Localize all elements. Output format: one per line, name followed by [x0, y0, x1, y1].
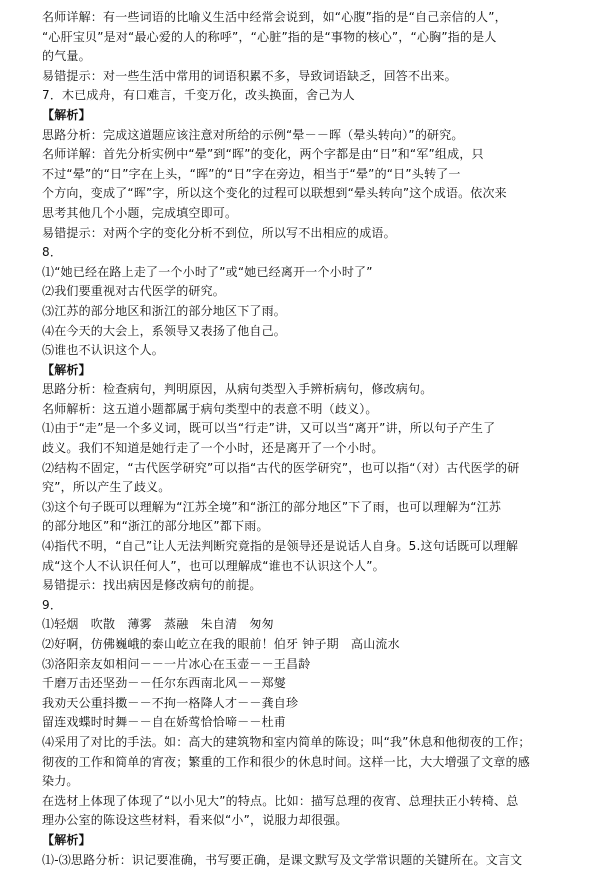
text-line: ⑶这个句子既可以理解为“江苏全境”和“浙江的部分地区”下了雨，也可以理解为“江苏 — [42, 499, 502, 514]
text-line: 在选材上体现了体现了“以小见大”的特点。比如：描写总理的夜宵、总理扶正小转椅、总 — [42, 793, 519, 808]
text-line: ⑵好啊，仿佛巍峨的泰山屹立在我的眼前！伯牙 钟子期 高山流水 — [42, 637, 400, 651]
text-line: 名师详解：首先分析实例中“晕”到“晖”的变化，两个字都是由“日”和“军”组成，只 — [42, 147, 484, 162]
text-line: 的部分地区”和“浙江的部分地区”都下雨。 — [42, 519, 269, 534]
text-line: 彻夜的工作和简单的宵夜；繁重的工作和很少的休息时间。这样一比，大大增强了文章的感 — [42, 754, 531, 769]
text-line: 易错提示：对一些生活中常用的词语积累不多，导致词语缺乏，回答不出来。 — [42, 68, 457, 83]
text-line: 7．木已成舟，有口难言，千变万化，改头换面，舍己为人 — [42, 88, 355, 103]
text-line: 个方向，变成了“晖”字，所以这个变化的过程可以联想到“晕头转向”这个成语。依次来 — [42, 186, 507, 201]
text-line: 思路分析：检查病句，判明原因，从病句类型入手辨析病句，修改病句。 — [42, 382, 433, 397]
text-line: 9． — [42, 597, 63, 612]
text-line: ⑴“她已经在路上走了一个小时了”或“她已经离开一个小时了” — [42, 264, 373, 279]
text-line: 理办公室的陈设这些材料，看来似“小”，说服力却很强。 — [42, 813, 348, 828]
text-line: 易错提示：对两个字的变化分析不到位，所以写不出相应的成语。 — [42, 225, 396, 240]
text-line: 成“这个人不认识任何人”，也可以理解成“谁也不认识这个人”。 — [42, 558, 385, 573]
text-line: 思路分析：完成这道题应该注意对所给的示例“晕－－晖（晕头转向）”的研究。 — [42, 127, 464, 142]
text-line: ⑷指代不明，“自己”让人无法判断究竟指的是领导还是说话人自身。5.这句话既可以理解 — [42, 539, 519, 554]
text-line: 8． — [42, 245, 63, 260]
text-line: 名师详解：有一些词语的比喻义生活中经常会说到，如“心腹”指的是“自己亲信的人”， — [42, 10, 507, 24]
section-heading: 【解析】 — [42, 832, 91, 847]
text-line: 不过“晕”的“日”字在上头，“晖”的“日”字在旁边，相当于“晕”的“日”头转了一 — [42, 166, 461, 181]
text-line: ⑴-⑶思路分析：识记要准确，书写要正确，是课文默写及文学常识题的关键所在。文言文 — [42, 852, 523, 867]
text-line: 染力。 — [42, 774, 79, 789]
text-line: ⑷在今天的大会上，系领导又表扬了他自己。 — [42, 323, 287, 338]
section-heading: 【解析】 — [42, 107, 91, 122]
text-line: “心肝宝贝”是对“最心爱的人的称呼”，“心脏”指的是“事物的核心”，“心胸”指的是人 — [42, 29, 497, 44]
text-line: 留连戏蝶时时舞－－自在娇莺恰恰啼－－杜甫 — [42, 715, 287, 730]
text-line: 易错提示：找出病因是修改病句的前提。 — [42, 578, 262, 593]
text-line: ⑶洛阳亲友如相问－－一片冰心在玉壶－－王昌龄 — [42, 656, 311, 671]
text-line: ⑶江苏的部分地区和浙江的部分地区下了雨。 — [42, 303, 287, 318]
text-line: ⑵我们要重视对古代医学的研究。 — [42, 284, 226, 299]
text-line: ⑵结构不固定，“古代医学研究”可以指“古代的医学研究”，也可以指“（对）古代医学的研 — [42, 460, 520, 475]
document-page — [42, 8, 587, 870]
text-line: 思考其他几个小题，完成填空即可。 — [42, 205, 238, 220]
text-line: ⑸谁也不认识这个人。 — [42, 343, 165, 358]
text-line: ⑴由于“走”是一个多义词，既可以当“行走”讲，又可以当“离开”讲，所以句子产生了 — [42, 421, 496, 436]
section-heading: 【解析】 — [42, 362, 91, 377]
text-line: 名师解析：这五道小题都属于病句类型中的表意不明（歧义）。 — [42, 401, 378, 416]
text-line: ⑷采用了对比的手法。如：高大的建筑物和室内简单的陈设；叫“我”休息和他彻夜的工作； — [42, 734, 531, 749]
text-line: 我劝天公重抖擞－－不拘一格降人才－－龚自珍 — [42, 695, 299, 710]
text-line: 歧义。我们不知道是她行走了一个小时，还是离开了一个小时。 — [42, 441, 384, 456]
text-line: 千磨万击还坚劲－－任尔东西南北风－－郑燮 — [42, 676, 287, 691]
text-line: 究”，所以产生了歧义。 — [42, 480, 171, 495]
text-line: ⑴轻烟 吹散 薄雾 蒸融 朱自清 匆匆 — [42, 617, 274, 632]
text-line: 的气量。 — [42, 49, 91, 64]
